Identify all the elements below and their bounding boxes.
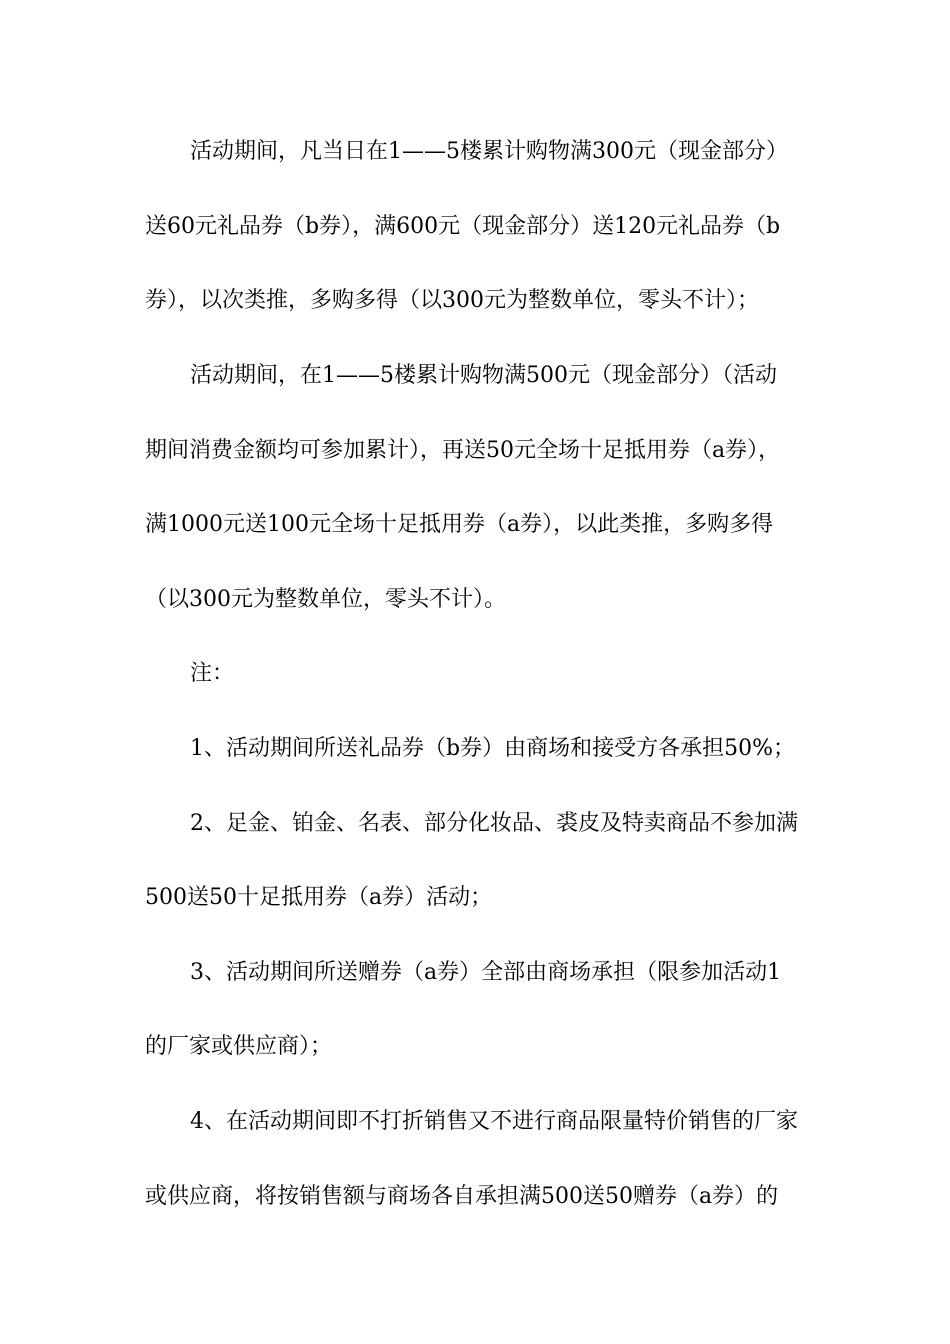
note-item-4-line-1: 4、在活动期间即不打折销售又不进行商品限量特价销售的厂家 (190, 1109, 798, 1134)
paragraph-2-line-2: 期间消费金额均可参加累计），再送50元全场十足抵用券（a券）， (145, 438, 781, 463)
note-item-3-line-1: 3、活动期间所送赠券（a券）全部由商场承担（限参加活动1 (190, 960, 782, 985)
note-item-2-line-2: 500送50十足抵用券（a券）活动； (145, 885, 493, 910)
note-item-2-line-1: 2、足金、铂金、名表、部分化妆品、裘皮及特卖商品不参加满 (190, 811, 798, 836)
paragraph-2-line-4: （以300元为整数单位，零头不计）。 (145, 587, 506, 612)
paragraph-2-line-3: 满1000元送100元全场十足抵用券（a券），以此类推，多购多得 (145, 512, 774, 537)
paragraph-1-line-2: 送60元礼品券（b券），满600元（现金部分）送120元礼品券（b (145, 214, 781, 239)
note-item-1: 1、活动期间所送礼品券（b券）由商场和接受方各承担50%； (190, 736, 795, 761)
paragraph-2-line-1: 活动期间，在1——5楼累计购物满500元（现金部分）（活动 (190, 363, 777, 388)
note-item-4-line-2: 或供应商，将按销售额与商场各自承担满500送50赠券（a券）的 (145, 1184, 779, 1209)
note-heading: 注： (190, 661, 235, 686)
paragraph-1-line-1: 活动期间，凡当日在1——5楼累计购物满300元（现金部分） (190, 139, 788, 164)
paragraph-1-line-3: 券），以次类推，多购多得（以300元为整数单位，零头不计）； (145, 288, 759, 313)
note-item-3-line-2: 的厂家或供应商）； (145, 1034, 333, 1059)
